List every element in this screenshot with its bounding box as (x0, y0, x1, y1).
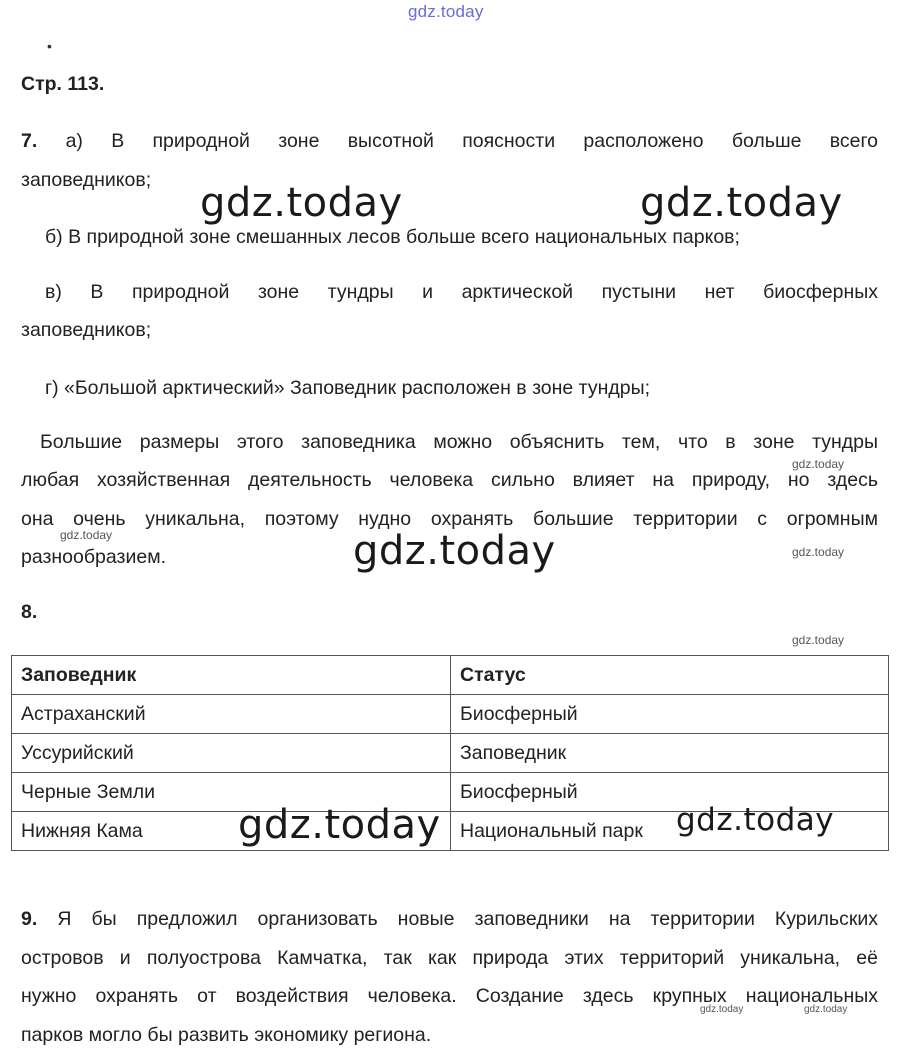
watermark-big: gdz.today (640, 180, 843, 226)
task9-number: 9. (21, 908, 38, 930)
task9-line1 (21, 908, 878, 931)
page-label: Стр. 113. (21, 73, 105, 95)
task7-expl-line2: любая хозяйственная деятельность человека сильно влияет на природу, но здесь (21, 469, 878, 491)
task8-number: 8. (21, 601, 38, 623)
task7-a-line1 (21, 130, 878, 153)
task7-expl-line1: Большие размеры этого заповедника можно объяснить тем, что в зоне тундры (40, 431, 878, 453)
watermark-big: gdz.today (200, 180, 403, 226)
task7-c-line2: заповедников; (21, 319, 152, 341)
task7-expl-line4: разнообразием. (21, 546, 167, 568)
task9-line3: нужно охранять от воздействия человека. Создание здесь крупных национальных (21, 985, 878, 1007)
watermark-big: gdz.today (676, 802, 835, 838)
table-header-row (12, 656, 889, 695)
watermark-small: gdz.today (700, 1004, 744, 1015)
cell-status: Биосферный (451, 773, 889, 812)
watermark-small: gdz.today (792, 457, 845, 471)
cell-status: Биосферный (451, 695, 889, 734)
cell-reserve: Нижняя Кама (12, 812, 451, 851)
watermark-small: gdz.today (792, 633, 845, 647)
watermark-big: gdz.today (353, 528, 556, 574)
cell-status: Заповедник (451, 734, 889, 773)
cell-status: Национальный парк (451, 812, 889, 851)
cell-reserve: Черные Земли (12, 773, 451, 812)
header-reserve: Заповедник (12, 656, 451, 695)
task7-c-line1: в) В природной зоне тундры и арктической пустыни нет биосферных (45, 281, 878, 303)
task7-a-line2: заповедников; (21, 169, 152, 191)
task9-line2: островов и полуострова Камчатка, так как природа этих территорий уникальна, её (21, 947, 878, 969)
watermark-small: gdz.today (60, 528, 113, 542)
task7-number: 7. (21, 130, 38, 152)
task9-line4: парков могло бы развить экономику региона. (21, 1024, 432, 1046)
table-row (12, 695, 889, 734)
watermark-top: gdz.today (408, 2, 484, 21)
watermark-small: gdz.today (792, 545, 845, 559)
table-row (12, 734, 889, 773)
task7-b: б) В природной зоне смешанных лесов больше всего национальных парков; (45, 226, 740, 248)
task7-expl-line3: она очень уникальна, поэтому нудно охранять большие территории с огромным (21, 508, 878, 530)
task7-a-text: а) В природной зоне высотной поясности расположено больше всего (65, 130, 878, 152)
watermark-small: gdz.today (804, 1004, 848, 1015)
task9-line1-text: Я бы предложил организовать новые заповедники на территории Курильских (57, 908, 878, 930)
watermark-big: gdz.today (238, 802, 441, 848)
header-status: Статус (451, 656, 889, 695)
cell-reserve: Уссурийский (12, 734, 451, 773)
cell-reserve: Астраханский (12, 695, 451, 734)
task7-d: г) «Большой арктический» Заповедник расположен в зоне тундры; (45, 377, 651, 399)
bullet-dot: • (47, 38, 52, 54)
